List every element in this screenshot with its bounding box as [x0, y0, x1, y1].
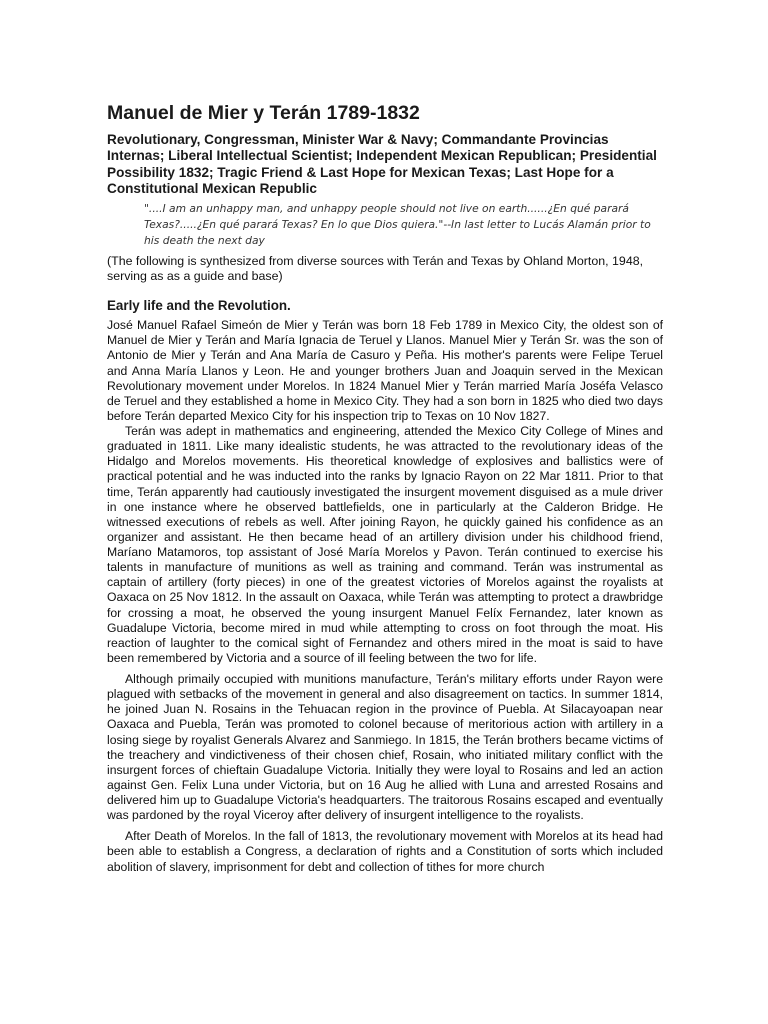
document-subtitle: Revolutionary, Congressman, Minister War & Navy; Commandante Provincias Internas; Liberal Intellectual Scientist; Independent Mexican Republican; Presidential Possibility 1832; Tragic Friend & Last Hope for Mexican Texas; Last Hope for a Constitutional Mexican Republic: [107, 132, 657, 196]
body-paragraph-1: José Manuel Rafael Simeón de Mier y Terán was born 18 Feb 1789 in Mexico City, the oldest son of Manuel de Mier y Terán and María Ignacia de Teruel y Llanos. Manuel Mier y Terán Sr. was the son of Antonio de Mier y Terán and Ana María de Casuro y Peña. His mother's parents were Felipe Teruel and Anna María Llanos y Leon. He and younger brothers Juan and Joaquin served in the Mexican Revolutionary movement under Morelos. In 1824 Manuel Mier y Terán married María Joséfa Velasco de Teruel and they established a home in Mexico City. They had a son born in 1825 who died two days before Terán departed Mexico City for his inspection trip to Texas on 10 Nov 1827.: [107, 318, 663, 423]
document-page: [107, 101, 663, 875]
epigraph-quote: "....I am an unhappy man, and unhappy people should not live on earth......¿En qué parará Texas?.....¿En qué parará Texas? En lo que Dios quiera."--In last letter to Lucás Alamán prior to his death the next day: [144, 202, 651, 248]
body-paragraph-2: Terán was adept in mathematics and engineering, attended the Mexico City College of Mines and graduated in 1811. Like many idealistic students, he was attracted to the revolutionary ideas of the Hidalgo and Morelos movements. His theoretical knowledge of explosives and ballistics were of practical potential and he was inducted into the ranks by Ignacio Rayon on 22 Mar 1811. Prior to that time, Terán apparently had cautiously investigated the insurgent movement disguised as a mule driver in one instance where he observed battlefields, one in particularly at the Calderon Bridge. He witnessed executions of rebels as well. After joining Rayon, he quickly gained his confidence as an organizer and assistant. He then became head of an artillery division under his childhood friend, Maríano Matamoros, top assistant of José María Morelos y Pavon. Terán continued to exercise his talents in manufacture of munitions as well as training and command. Terán was instrumental as captain of artillery (forty pieces) in one of the greatest victories of Morelos against the royalists at Oaxaca on 25 Nov 1812. In the assault on Oaxaca, while Terán was attempting to protect a drawbridge for crossing a moat, he observed the young insurgent Manuel Felíx Fernandez, later known as Guadalupe Victoria, become mired in mud while attempting to cross on foot through the moat. His reaction of laughter to the comical sight of Fernandez and others mired in the moat is said to have been remembered by Victoria and a source of ill feeling between the two for life.: [107, 424, 663, 665]
document-title: Manuel de Mier y Terán 1789-1832: [107, 102, 420, 124]
synthesis-note: (The following is synthesized from diverse sources with Terán and Texas by Ohland Morton, 1948, serving as as a guide and base): [107, 254, 644, 284]
body-paragraph-3: Although primaily occupied with munitions manufacture, Terán's military efforts under Rayon were plagued with setbacks of the movement in general and also disagreement on tactics. In summer 1814, he joined Juan N. Rosains in the Tehuacan region in the province of Puebla. At Silacayoapan near Oaxaca and Puebla, Terán was promoted to colonel because of meritorious action with artillery in a losing siege by royalist Generals Alvarez and Sanmiego. In 1815, the Terán brothers became victims of the treachery and vindictiveness of their chosen chief, Rosain, who initiated military conflict with the insurgent forces of chieftain Guadalupe Victoria. Initially they were loyal to Rosains and led an action against Gen. Felix Luna under Victoria, but on 16 Aug he allied with Luna and arrested Rosains and delivered him up to Guadalupe Victoria's headquarters. The traitorous Rosains escaped and eventually was pardoned by the royal Viceroy after delivery of insurgent intelligence to the royalists.: [107, 672, 663, 823]
section-heading: Early life and the Revolution.: [107, 298, 291, 314]
body-paragraph-4: After Death of Morelos. In the fall of 1813, the revolutionary movement with Morelos at its head had been able to establish a Congress, a declaration of rights and a Constitution of sorts which included abolition of slavery, imprisonment for debt and collection of tithes for more church: [107, 829, 663, 874]
